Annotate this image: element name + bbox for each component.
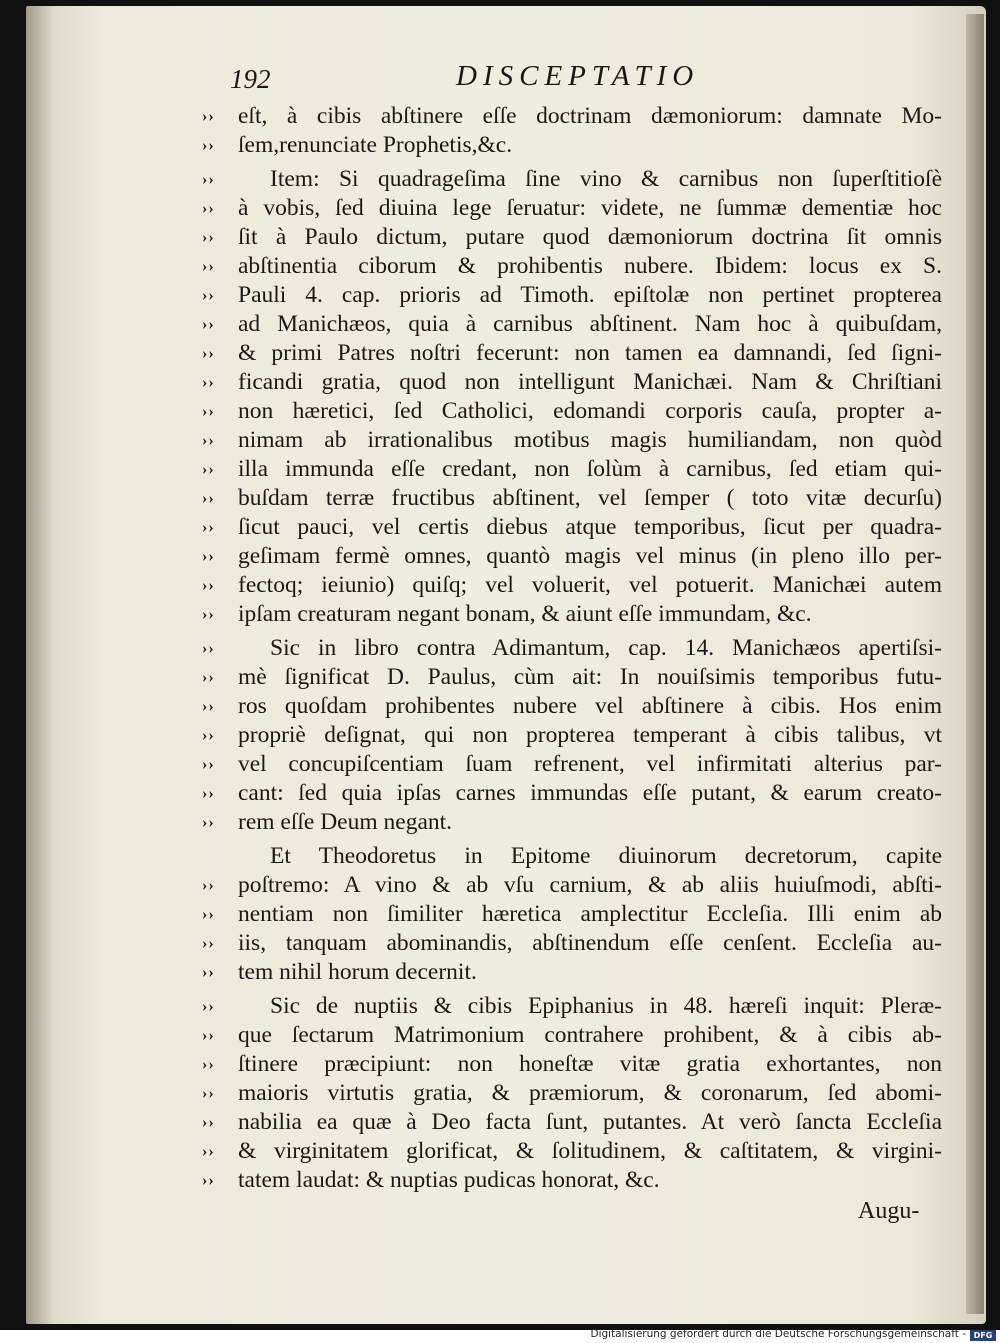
quotation-mark: ›› xyxy=(202,374,215,391)
line-text: illa immunda eſſe credant, non ſolùm à carnibus, ſed etiam qui- xyxy=(238,456,942,482)
line-text: cant: ſed quia ipſas carnes immundas eſſe putant, & earum creato- xyxy=(238,780,942,806)
quotation-mark: ›› xyxy=(202,998,215,1015)
text-line xyxy=(202,634,942,663)
spine-shadow xyxy=(26,6,54,1324)
text-line xyxy=(202,1079,942,1108)
quotation-mark: ›› xyxy=(202,200,215,217)
dfg-logo: DFG xyxy=(970,1330,996,1341)
quotation-mark: ›› xyxy=(202,935,215,952)
text-line xyxy=(202,339,942,368)
line-text: ſicut pauci, vel certis diebus atque temporibus, ſicut per quadra- xyxy=(238,514,942,540)
line-text: & primi Patres noſtri fecerunt: non tamen ea damnandi, ſed ſigni- xyxy=(238,340,942,366)
text-line xyxy=(202,808,942,837)
line-text: mè ſignificat D. Paulus, cùm ait: In nouiſsimis temporibus futu- xyxy=(238,664,942,690)
text-line xyxy=(202,542,942,571)
line-text: poſtremo: A vino & ab vſu carnium, & ab aliis huiuſmodi, abſti- xyxy=(238,872,942,898)
text-line xyxy=(202,600,942,629)
text-line xyxy=(202,929,942,958)
catchword: Augu- xyxy=(858,1198,920,1224)
line-text: nimam ab irrationalibus motibus magis humiliandam, non quòd xyxy=(238,427,942,453)
line-text: Et Theodoretus in Epitome diuinorum decretorum, capite xyxy=(270,843,942,869)
line-text: ſit à Paulo dictum, putare quod dæmoniorum doctrina ſit omnis xyxy=(238,224,942,250)
line-text: ficandi gratia, quod non intelligunt Manichæi. Nam & Chriſtiani xyxy=(238,369,942,395)
text-line xyxy=(202,102,942,131)
page-header xyxy=(220,58,740,98)
line-text: nabilia ea quæ à Deo facta ſunt, putantes. At verò ſancta Eccleſia xyxy=(238,1109,942,1135)
quotation-mark: ›› xyxy=(202,1027,215,1044)
text-line xyxy=(202,571,942,600)
text-line xyxy=(202,397,942,426)
line-text: ipſam creaturam negant bonam, & aiunt eſſe immundam, &c. xyxy=(238,601,812,627)
quotation-mark: ›› xyxy=(202,669,215,686)
text-line xyxy=(202,1137,942,1166)
line-text: ad Manichæos, quia à carnibus abſtinent. Nam hoc à quibuſdam, xyxy=(238,311,942,337)
text-line xyxy=(202,426,942,455)
quotation-mark: ›› xyxy=(202,906,215,923)
text-line xyxy=(202,484,942,513)
line-text: ros quoſdam prohibentes nubere vel abſtinere à cibis. Hos enim xyxy=(238,693,942,719)
quotation-mark: ›› xyxy=(202,461,215,478)
quotation-mark: ›› xyxy=(202,1143,215,1160)
quotation-mark: ›› xyxy=(202,964,215,981)
text-line xyxy=(202,252,942,281)
body-text xyxy=(202,102,942,1195)
page-edge xyxy=(966,14,984,1314)
line-text: tem nihil horum decernit. xyxy=(238,959,477,985)
line-text: propriè deſignat, qui non propterea temperant à cibis talibus, vt xyxy=(238,722,942,748)
text-line xyxy=(202,194,942,223)
line-text: ſem,renunciate Prophetis,&c. xyxy=(238,132,513,158)
text-line xyxy=(202,871,942,900)
text-line xyxy=(202,750,942,779)
text-line xyxy=(202,1021,942,1050)
line-text: nentiam non ſimiliter hæretica amplectitur Eccleſia. Illi enim ab xyxy=(238,901,942,927)
text-line xyxy=(202,958,942,987)
text-line xyxy=(202,281,942,310)
line-text: Sic in libro contra Adimantum, cap. 14. Manichæos apertiſsi- xyxy=(270,635,942,661)
page-number: 192 xyxy=(230,64,271,94)
line-text: vel concupiſcentiam ſuam refrenent, vel infirmitati alterius par- xyxy=(238,751,942,777)
text-line xyxy=(202,513,942,542)
line-text: rem eſſe Deum negant. xyxy=(238,809,453,835)
quotation-mark: ›› xyxy=(202,814,215,831)
line-text: buſdam terræ fructibus abſtinent, vel ſemper ( toto vitæ decurſu) xyxy=(238,485,942,511)
quotation-mark: ›› xyxy=(202,606,215,623)
quotation-mark: ›› xyxy=(202,403,215,420)
text-line xyxy=(202,131,942,160)
text-line xyxy=(202,900,942,929)
text-line xyxy=(202,992,942,1021)
quotation-mark: ›› xyxy=(202,171,215,188)
quotation-mark: ›› xyxy=(202,345,215,362)
text-line xyxy=(202,692,942,721)
line-text: geſimam fermè omnes, quantò magis vel minus (in pleno illo per- xyxy=(238,543,942,569)
line-text: que ſectarum Matrimonium contrahere prohibent, & à cibis ab- xyxy=(238,1022,942,1048)
line-text: & virginitatem glorificat, & ſolitudinem, & caſtitatem, & virgini- xyxy=(238,1138,942,1164)
line-text: eſt, à cibis abſtinere eſſe doctrinam dæmoniorum: damnate Mo- xyxy=(238,103,942,129)
quotation-mark: ›› xyxy=(202,108,215,125)
quotation-mark: ›› xyxy=(202,1056,215,1073)
quotation-mark: ›› xyxy=(202,490,215,507)
quotation-mark: ›› xyxy=(202,727,215,744)
text-line xyxy=(202,721,942,750)
line-text: non hæretici, ſed Catholici, edomandi corporis cauſa, propter a- xyxy=(238,398,942,424)
quotation-mark: ›› xyxy=(202,1085,215,1102)
line-text: Sic de nuptiis & cibis Epiphanius in 48. hæreſi inquit: Pleræ- xyxy=(270,993,942,1019)
quotation-mark: ›› xyxy=(202,640,215,657)
text-line xyxy=(202,165,942,194)
quotation-mark: ›› xyxy=(202,316,215,333)
quotation-mark: ›› xyxy=(202,756,215,773)
line-text: Pauli 4. cap. prioris ad Timoth. epiſtolæ non pertinet propterea xyxy=(238,282,942,308)
line-text: maioris virtutis gratia, & præmiorum, & coronarum, ſed abomi- xyxy=(238,1080,942,1106)
quotation-mark: ›› xyxy=(202,877,215,894)
quotation-mark: ›› xyxy=(202,1172,215,1189)
text-line xyxy=(202,1108,942,1137)
quotation-mark: ›› xyxy=(202,287,215,304)
text-line xyxy=(202,368,942,397)
quotation-mark: ›› xyxy=(202,577,215,594)
text-line xyxy=(202,310,942,339)
quotation-mark: ›› xyxy=(202,258,215,275)
quotation-mark: ›› xyxy=(202,548,215,565)
text-line xyxy=(202,1166,942,1195)
text-line xyxy=(202,663,942,692)
digitization-credit: Digitalisierung gefördert durch die Deutsche Forschungsgemeinschaft - xyxy=(590,1328,966,1340)
quotation-mark: ›› xyxy=(202,785,215,802)
line-text: abſtinentia ciborum & prohibentis nubere. Ibidem: locus ex S. xyxy=(238,253,942,279)
line-text: Item: Si quadrageſima ſine vino & carnibus non ſuperſtitioſè xyxy=(270,166,942,192)
quotation-mark: ›› xyxy=(202,229,215,246)
quotation-mark: ›› xyxy=(202,137,215,154)
line-text: fectoq; ieiunio) quiſq; vel voluerit, vel potuerit. Manichæi autem xyxy=(238,572,942,598)
quotation-mark: ›› xyxy=(202,432,215,449)
text-line xyxy=(202,455,942,484)
line-text: iis, tanquam abominandis, abſtinendum eſſe cenſent. Eccleſia au- xyxy=(238,930,942,956)
text-line xyxy=(202,779,942,808)
text-line xyxy=(202,1050,942,1079)
running-title: DISCEPTATIO xyxy=(456,60,700,92)
quotation-mark: ›› xyxy=(202,519,215,536)
quotation-mark: ›› xyxy=(202,698,215,715)
line-text: ſtinere præcipiunt: non honeſtæ vitæ gratia exhortantes, non xyxy=(238,1051,942,1077)
quotation-mark: ›› xyxy=(202,1114,215,1131)
text-line xyxy=(202,842,942,871)
text-line xyxy=(202,223,942,252)
line-text: tatem laudat: & nuptias pudicas honorat, &c. xyxy=(238,1167,660,1193)
line-text: à vobis, ſed diuina lege ſeruatur: videte, ne ſummæ dementiæ hoc xyxy=(238,195,942,221)
